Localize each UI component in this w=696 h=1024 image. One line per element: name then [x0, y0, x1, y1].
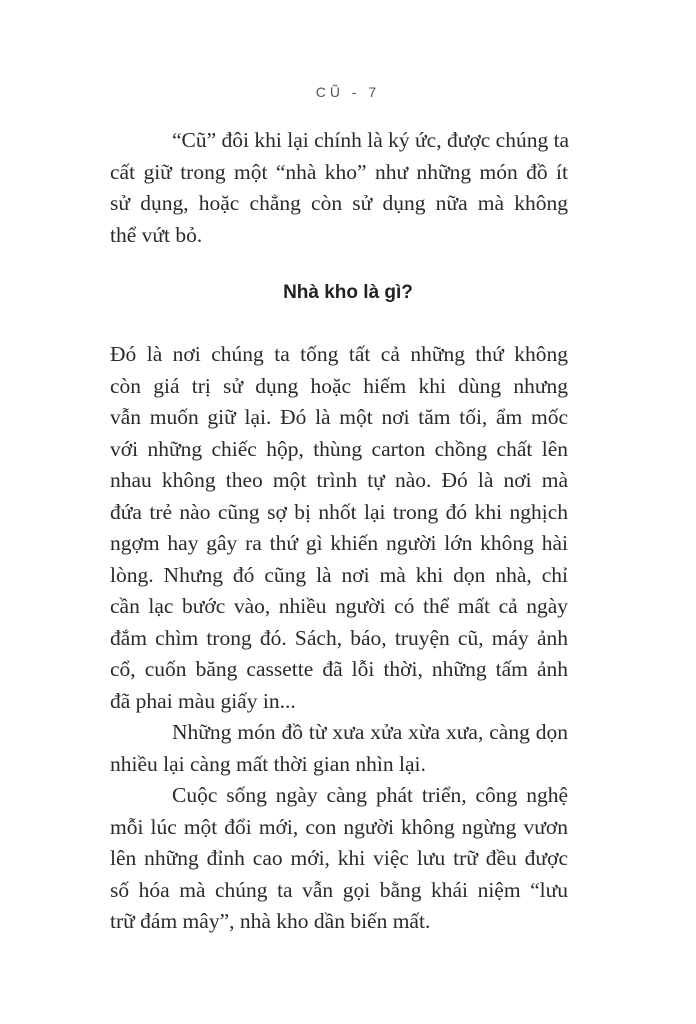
text-line: cất giữ trong một “nhà kho” như những món đồ ít [110, 159, 568, 184]
text-line: đắm chìm trong đó. Sách, báo, truyện cũ, máy ảnh [110, 625, 568, 650]
text-line: ngợm hay gây ra thứ gì khiến người lớn không hài [110, 531, 568, 555]
text-line: Đó là nơi chúng ta tống tất cả những thứ không [110, 342, 568, 366]
text-line: nhau không theo một trình tự nào. Đó là nơi mà [110, 468, 568, 492]
text-line: mỗi lúc một đổi mới, con người không ngừng vươn [110, 814, 568, 839]
text-line: cổ, cuốn băng cassette đã lỗi thời, những tấm ảnh [110, 657, 568, 681]
running-head: CŨ - 7 [315, 84, 381, 100]
text-line: còn giá trị sử dụng hoặc hiếm khi dùng nhưng [110, 373, 568, 398]
text-line: Cuộc sống ngày càng phát triển, công nghệ [172, 783, 568, 807]
text-line: số hóa mà chúng ta vẫn gọi bằng khái niệm “lưu [110, 877, 568, 902]
text-line: với những chiếc hộp, thùng carton chồng chất lên [110, 436, 568, 461]
text-line: trữ đám mây”, nhà kho dần biến mất. [110, 909, 431, 933]
text-line: lòng. Nhưng đó cũng là nơi mà khi dọn nhà, chỉ [110, 562, 568, 587]
text-line: vẫn muốn giữ lại. Đó là một nơi tăm tối, ẩm mốc [110, 405, 568, 429]
text-line: sử dụng, hoặc chẳng còn sử dụng nữa mà không [110, 191, 568, 215]
text-line: thể vứt bỏ. [110, 222, 203, 247]
section-heading: Nhà kho là gì? [283, 282, 413, 303]
text-line: “Cũ” đôi khi lại chính là ký ức, được chúng ta [172, 128, 570, 152]
text-line: đã phai màu giấy in... [110, 688, 296, 713]
body-text [110, 339, 568, 938]
text-line: lên những đỉnh cao mới, khi việc lưu trữ đều được [110, 846, 568, 870]
text-line: Những món đồ từ xưa xửa xừa xưa, càng dọn [172, 720, 568, 744]
text-line: đứa trẻ nào cũng sợ bị nhốt lại trong đó khi nghịch [110, 499, 568, 524]
text-line: nhiều lại càng mất thời gian nhìn lại. [110, 751, 426, 776]
text-line: cần lạc bước vào, nhiều người có thể mất cả ngày [110, 594, 568, 618]
intro-paragraph [110, 125, 568, 251]
